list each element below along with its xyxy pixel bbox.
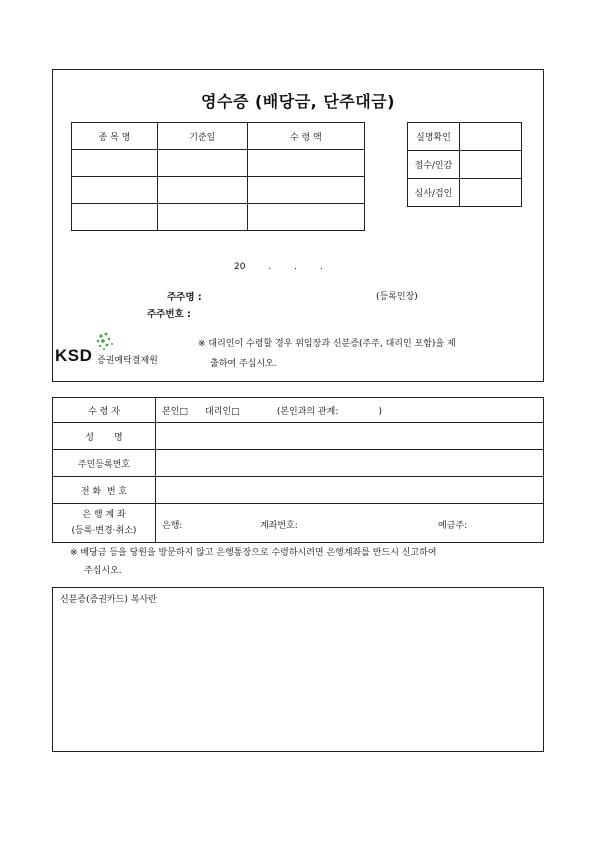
name-field[interactable] — [156, 423, 544, 450]
receiver-label: 수 령 자 — [53, 398, 156, 423]
bank-label-line2: (등록·변경·취소) — [71, 526, 137, 536]
rrn-label: 주민등록번호 — [53, 450, 156, 477]
amount-cell[interactable] — [247, 204, 364, 231]
page-title: 영수증 (배당금, 단주대금) — [201, 92, 395, 111]
rrn-row — [53, 450, 544, 477]
logo-sub-text: 증권예탁결제원 — [97, 356, 158, 366]
phone-row — [53, 477, 544, 504]
depositor-field-label: 예금주: — [438, 521, 468, 531]
header-stock-name: 종 목 명 — [72, 123, 158, 150]
record-date-cell[interactable] — [157, 150, 247, 177]
phone-field[interactable] — [156, 477, 544, 504]
ksd-logo — [55, 333, 195, 369]
bank-notice-line2: 주십시오. — [84, 566, 122, 576]
items-table — [71, 122, 365, 231]
table-row — [72, 204, 365, 231]
header-amount: 수 령 액 — [247, 123, 364, 150]
items-table-header — [72, 123, 365, 150]
date-line: 20 . . . — [234, 262, 323, 272]
approval-box-receipt[interactable] — [459, 151, 521, 179]
bank-fields[interactable] — [156, 504, 544, 543]
approval-row — [408, 151, 522, 179]
receiver-row — [53, 398, 544, 423]
approval-label-receipt: 접수/인감 — [408, 151, 460, 179]
holder-number-label: 주주번호 : — [147, 309, 191, 320]
approval-row — [408, 179, 522, 207]
approval-table — [407, 122, 522, 207]
bank-label — [53, 504, 156, 543]
approval-row — [408, 123, 522, 151]
account-field-label: 계좌번호: — [260, 521, 298, 531]
approval-label-realname: 실명확인 — [408, 123, 460, 151]
table-row — [72, 177, 365, 204]
proxy-notice-line1: ※ 대리인이 수령할 경우 위임장과 신분증(주주, 대리인 포함)을 제 — [198, 339, 456, 349]
logo-main-text: KSD — [55, 346, 93, 365]
id-copy-label: 신분증(증권카드) 복사란 — [60, 595, 157, 605]
id-copy-box[interactable] — [52, 587, 544, 752]
rrn-field[interactable] — [156, 450, 544, 477]
record-date-cell[interactable] — [157, 177, 247, 204]
approval-label-review: 심사/검인 — [408, 179, 460, 207]
stock-name-cell[interactable] — [72, 150, 158, 177]
amount-cell[interactable] — [247, 177, 364, 204]
stock-name-cell[interactable] — [72, 204, 158, 231]
header-record-date: 기준일 — [157, 123, 247, 150]
receiver-value[interactable]: 본인□ 대리인□ (본인과의 관계: ) — [156, 398, 544, 423]
name-label: 성 명 — [53, 423, 156, 450]
recipient-table — [52, 397, 544, 543]
approval-box-realname[interactable] — [459, 123, 521, 151]
record-date-cell[interactable] — [157, 204, 247, 231]
proxy-notice-line2: 출하여 주십시오. — [210, 359, 277, 369]
table-row — [72, 150, 365, 177]
seal-note: (등록인장) — [376, 292, 418, 302]
amount-cell[interactable] — [247, 150, 364, 177]
stock-name-cell[interactable] — [72, 177, 158, 204]
bank-label-line1: 은 행 계 좌 — [82, 510, 126, 520]
bank-notice-line1: ※ 배당금 등을 당원을 방문하지 않고 은행통장으로 수령하시려면 은행계좌를 반드시 신고하여 — [70, 548, 437, 558]
bank-row — [53, 504, 544, 543]
name-row — [53, 423, 544, 450]
phone-label: 전 화 번 호 — [53, 477, 156, 504]
holder-name-label: 주주명 : — [167, 292, 202, 303]
bank-field-label: 은행: — [162, 521, 183, 531]
approval-box-review[interactable] — [459, 179, 521, 207]
